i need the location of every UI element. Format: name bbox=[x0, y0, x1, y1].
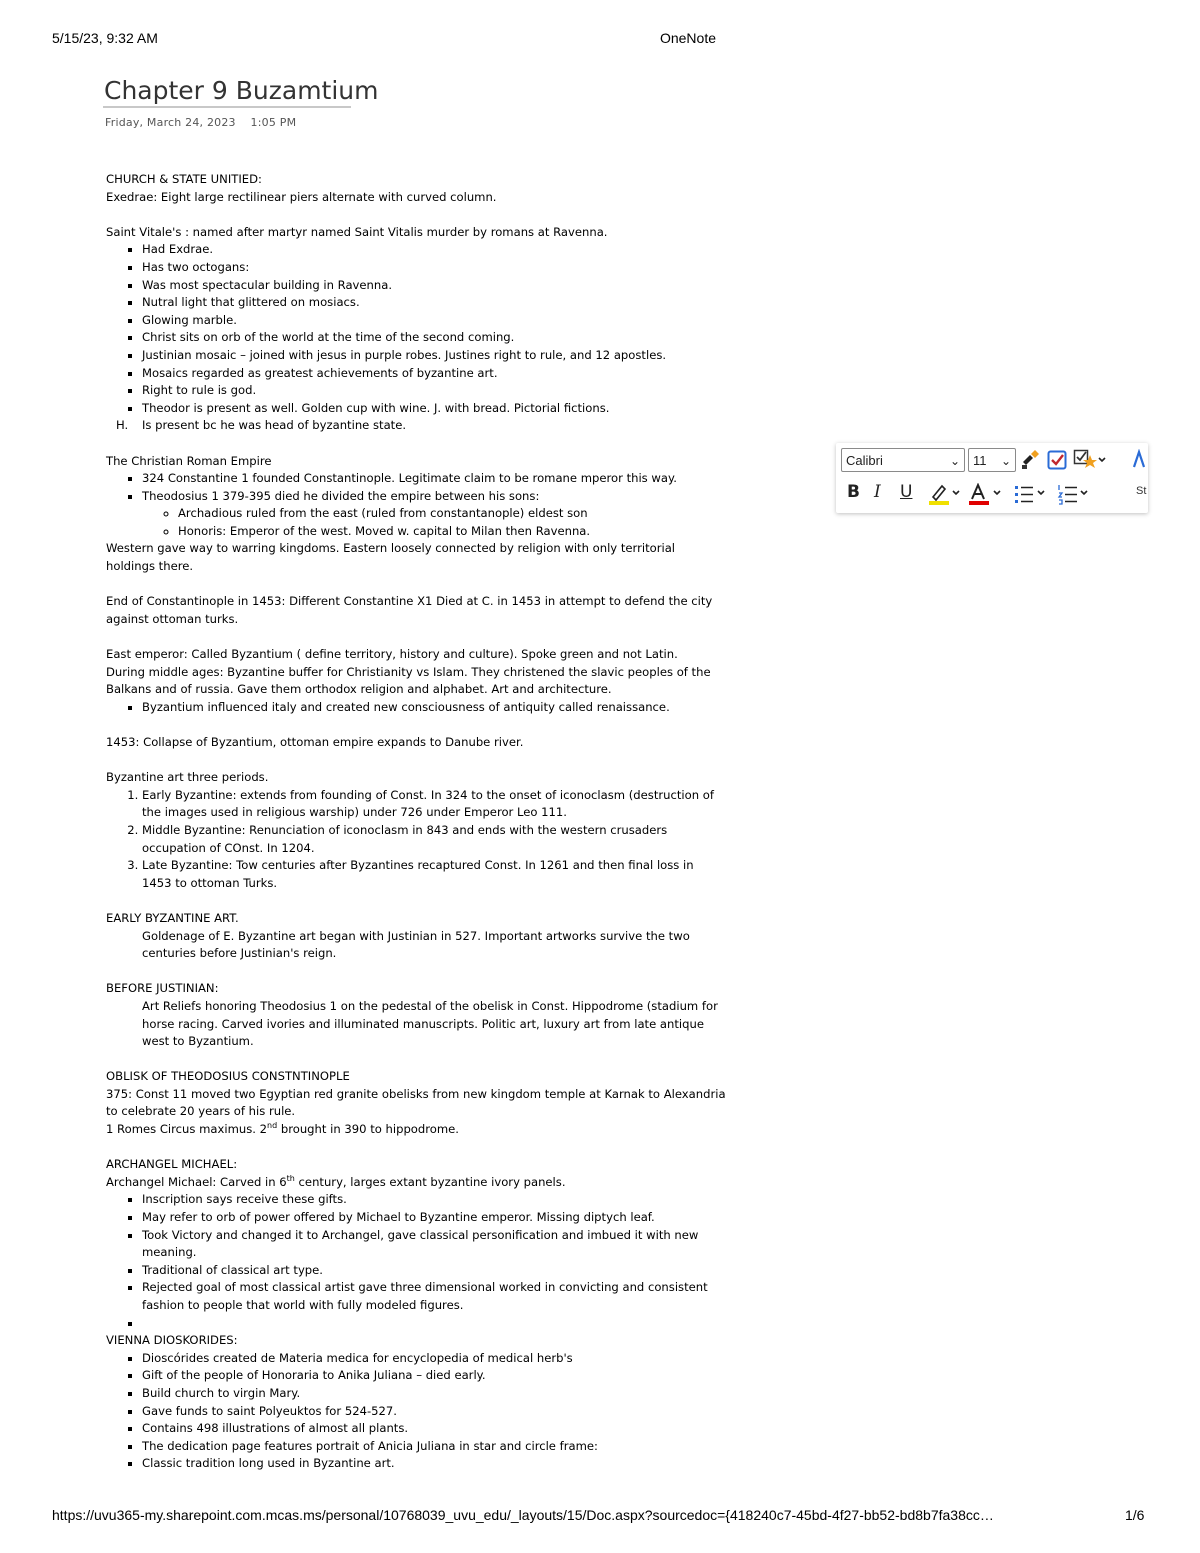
list-item: ▪ Build church to virgin Mary. bbox=[142, 1385, 726, 1403]
note-line: 1453: Collapse of Byzantium, ottoman empire expands to Danube river. bbox=[106, 735, 524, 749]
list-item: ▪ Christ sits on orb of the world at the time of the second coming. bbox=[142, 329, 726, 347]
list-item: 1. Early Byzantine: extends from founding of Const. In 324 to the onset of iconoclasm (destruction of the images used in religious warship) under 726 under Emperor Leo 111. bbox=[142, 787, 726, 822]
bullet-list-icon[interactable] bbox=[1013, 483, 1049, 510]
list-item: ▪ Inscription says receive these gifts. bbox=[142, 1191, 726, 1209]
superscript: th bbox=[286, 1173, 295, 1183]
list-item: ▪ Glowing marble. bbox=[142, 312, 726, 330]
section-heading: BEFORE JUSTINIAN: bbox=[106, 981, 219, 996]
list-item: ▪ The dedication page features portrait of Anicia Juliana in star and circle frame: bbox=[142, 1438, 726, 1456]
format-painter-icon[interactable] bbox=[1020, 450, 1042, 475]
page-date: Friday, March 24, 2023 bbox=[105, 116, 236, 129]
list-item: ▪ Theodor is present as well. Golden cup with wine. J. with bread. Pictorial fictions. bbox=[142, 400, 726, 418]
note-line: Exedrae: Eight large rectilinear piers alternate with curved column. bbox=[106, 189, 497, 204]
text-run: century, larges extant byzantine ivory panels. bbox=[294, 1174, 566, 1189]
floating-format-toolbar bbox=[836, 443, 1148, 513]
list-item: ▪ Had Exdrae. bbox=[142, 241, 726, 259]
numbered-list bbox=[106, 787, 726, 893]
list-item: ▪ Gift of the people of Honoraria to Anika Juliana – died early. bbox=[142, 1367, 726, 1385]
print-page-number: 1/6 bbox=[1125, 1507, 1145, 1523]
empty-list-item bbox=[142, 1315, 726, 1333]
list-item: ▪ Took Victory and changed it to Archangel, gave classical personification and imbued it with new meaning. bbox=[142, 1227, 726, 1262]
list-item: ▪ Nutral light that glittered on mosiacs. bbox=[142, 294, 726, 312]
sub-list-item: ◦ Archadious ruled from the east (ruled from constantanople) eldest son bbox=[178, 505, 726, 523]
font-size-value: 11 bbox=[973, 453, 987, 468]
note-line: East emperor: Called Byzantium ( define territory, history and culture). Spoke green and not Latin. bbox=[106, 647, 678, 662]
bullet-list bbox=[106, 470, 726, 540]
bold-icon[interactable]: B bbox=[847, 482, 860, 502]
note-line bbox=[106, 1121, 726, 1139]
list-item-text: Is present bc he was head of byzantine state. bbox=[142, 418, 407, 433]
underline-icon[interactable]: U bbox=[900, 482, 913, 502]
note-line: End of Constantinople in 1453: Different Constantine X1 Died at C. in 1453 in attempt to defend the city against ottoman turks. bbox=[106, 594, 713, 626]
list-item: ▪ Gave funds to saint Polyeuktos for 524-527. bbox=[142, 1403, 726, 1421]
text-run: brought in 390 to hippodrome. bbox=[277, 1122, 459, 1137]
note-line: 375: Const 11 moved two Egyptian red granite obelisks from new kingdom temple at Karnak to Alexandria to celebrate 20 years of his rule. bbox=[106, 1086, 726, 1119]
note-paragraph: Art Reliefs honoring Theodosius 1 on the pedestal of the obelisk in Const. Hippodrome (stadium for horse racing. Carved ivories and illuminated manuscripts. Politic art, luxury art from late antique west to Byzantium. bbox=[142, 998, 718, 1049]
list-item: ▪ Right to rule is god. bbox=[142, 382, 726, 400]
section-heading: VIENNA DIOSKORIDES: bbox=[106, 1333, 238, 1348]
numbered-list-icon[interactable] bbox=[1056, 483, 1092, 510]
section-heading: CHURCH & STATE UNITIED: bbox=[106, 172, 262, 186]
note-container[interactable] bbox=[106, 171, 726, 1473]
styles-label[interactable]: St bbox=[1136, 485, 1147, 497]
sub-list-item: ◦ Honoris: Emperor of the west. Moved w. capital to Milan then Ravenna. bbox=[178, 523, 726, 541]
font-size-select[interactable] bbox=[968, 448, 1016, 472]
list-item: ▪ Mosaics regarded as greatest achievements of byzantine art. bbox=[142, 365, 726, 383]
superscript: nd bbox=[267, 1121, 278, 1131]
sub-bullet-list bbox=[142, 505, 726, 540]
list-item: ▪ Was most spectacular building in Ravenna. bbox=[142, 277, 726, 295]
list-marker: H. bbox=[116, 418, 129, 433]
list-item: ▪ Has two octogans: bbox=[142, 259, 726, 277]
print-datetime: 5/15/23, 9:32 AM bbox=[52, 30, 158, 46]
bullet-list bbox=[106, 1191, 726, 1332]
list-item: ▪ Classic tradition long used in Byzantine art. bbox=[142, 1455, 726, 1473]
section-heading: Byzantine art three periods. bbox=[106, 770, 269, 785]
page-time: 1:05 PM bbox=[250, 116, 297, 129]
page-title[interactable]: Chapter 9 Buzamtium bbox=[104, 76, 379, 105]
list-item-text: Theodosius 1 379-395 died he divided the empire between his sons: bbox=[142, 488, 540, 503]
note-line: Saint Vitale's : named after martyr named Saint Vitalis murder by romans at Ravenna. bbox=[106, 224, 608, 239]
note-line bbox=[106, 1174, 726, 1192]
bullet-list bbox=[106, 1350, 726, 1473]
list-item: ▪ Rejected goal of most classical artist gave three dimensional worked in convicting and consistent fashion to people that world with fully modeled figures. bbox=[142, 1279, 726, 1314]
font-name-select[interactable] bbox=[841, 448, 965, 472]
page-date-time bbox=[105, 116, 296, 129]
list-item: 3. Late Byzantine: Tow centuries after Byzantines recaptured Const. In 1261 and then final loss in 1453 to ottoman Turks. bbox=[142, 857, 726, 892]
highlighter-icon[interactable] bbox=[928, 483, 962, 510]
section-heading: The Christian Roman Empire bbox=[106, 453, 272, 468]
chevron-down-icon: ⌄ bbox=[949, 454, 960, 468]
list-item: 2. Middle Byzantine: Renunciation of iconoclasm in 843 and ends with the western crusaders occupation of COnst. In 1204. bbox=[142, 822, 726, 857]
font-color-icon[interactable] bbox=[968, 483, 1004, 510]
bullet-list bbox=[106, 699, 726, 717]
list-item: ▪ Traditional of classical art type. bbox=[142, 1262, 726, 1280]
section-heading: ARCHANGEL MICHAEL: bbox=[106, 1157, 238, 1172]
tag-star-icon[interactable] bbox=[1073, 449, 1107, 476]
list-item: ▪ May refer to orb of power offered by Michael to Byzantine emperor. Missing diptych leaf. bbox=[142, 1209, 726, 1227]
text-run: Archangel Michael: Carved in 6 bbox=[106, 1174, 287, 1189]
note-paragraph: Goldenage of E. Byzantine art began with Justinian in 527. Important artworks survive the two centuries before Justinian's reign. bbox=[142, 928, 690, 961]
note-line: Western gave way to warring kingdoms. Eastern loosely connected by religion with only territorial holdings there. bbox=[106, 541, 676, 574]
bullet-list bbox=[106, 241, 726, 417]
print-footer-url: https://uvu365-my.sharepoint.com.mcas.ms/personal/10768039_uvu_edu/_layouts/15/Doc.aspx?sourcedoc={418240c7-45bd-4f27-bb52-bd8b7fa38cc… bbox=[52, 1507, 994, 1523]
list-item: ▪ Justinian mosaic – joined with jesus in purple robes. Justines right to rule, and 12 apostles. bbox=[142, 347, 726, 365]
text-run: 1 Romes Circus maximus. 2 bbox=[106, 1122, 268, 1137]
print-app-name: OneNote bbox=[659, 30, 717, 46]
list-item: ▪ Dioscórides created de Materia medica for encyclopedia of medical herb's bbox=[142, 1350, 726, 1368]
note-line: During middle ages: Byzantine buffer for Christianity vs Islam. They christened the slavic peoples of the Balkans and of russia. Gave them orthodox religion and alphabet. Art and architecture. bbox=[106, 664, 711, 697]
styles-icon[interactable] bbox=[1132, 449, 1148, 476]
list-item: ▪ Contains 498 illustrations of almost all plants. bbox=[142, 1420, 726, 1438]
title-underline bbox=[103, 106, 351, 108]
italic-icon[interactable]: I bbox=[874, 482, 881, 502]
checkbox-icon[interactable] bbox=[1047, 450, 1067, 475]
font-name-value: Calibri bbox=[846, 453, 883, 468]
section-heading: OBLISK OF THEODOSIUS CONSTNTINOPLE bbox=[106, 1069, 350, 1084]
list-item: ▪ 324 Constantine 1 founded Constantinople. Legitimate claim to be romane mperor this way. bbox=[142, 470, 726, 488]
section-heading: EARLY BYZANTINE ART. bbox=[106, 910, 239, 925]
chevron-down-icon: ⌄ bbox=[1000, 454, 1011, 468]
list-item: ▪ Byzantium influenced italy and created new consciousness of antiquity called renaissance. bbox=[142, 699, 726, 717]
list-item bbox=[142, 488, 726, 541]
lettered-item bbox=[106, 417, 726, 435]
